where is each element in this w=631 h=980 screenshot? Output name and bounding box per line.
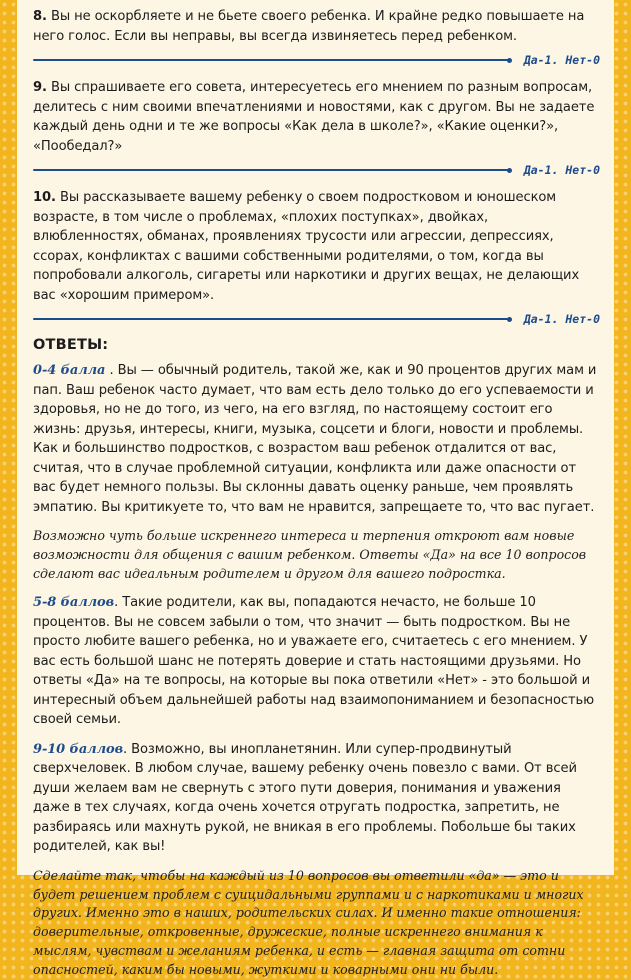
answer-rule bbox=[33, 169, 509, 171]
score-range: 5-8 баллов bbox=[33, 595, 115, 611]
rule-end-dot bbox=[507, 168, 512, 173]
answer-options: Да-1. Нет-0 bbox=[523, 163, 600, 177]
question-body: Вы рассказываете вашему ребенку о своем подростковом и юношеском возрасте, в том числе о проблемах, «плохих поступках», двойках, влюбленностях, обманах, проявлениях трусости или агрессии, депрессиях, ссорах, конфликтах с вашими собственными родителями, о том, когда вы попробовали алкоголь, сигареты или наркотики и других вещах, не делающих вас «хорошим примером». bbox=[33, 190, 580, 303]
question-number: 8. bbox=[33, 9, 47, 24]
advice-text: Сделайте так, чтобы на каждый из 10 вопросов вы ответили «да» — это и будет решением проблем с суицидальными группами и с наркотиками и многих других. Именно это в наших, родительских силах. И именно такие отношения: доверительные, откровенные, дружеские, полные искреннего внимания к мыслям, чувствам и желаниям ребенка, и есть — главная защита от сотни опасностей, каким бы новыми, жуткими и коварными они ни были. bbox=[33, 867, 584, 977]
result-9-10 bbox=[33, 740, 600, 857]
answer-rule bbox=[33, 59, 509, 61]
result-text bbox=[33, 361, 600, 517]
result-text bbox=[33, 593, 600, 730]
result-body: . Такие родители, как вы, попадаются нечасто, не больше 10 процентов. Вы не совсем забыли о том, что значит — быть подростком. Вы не просто любите вашего ребенка, но и уважаете его, считаетесь с его мнением. У вас есть большой шанс не потерять доверие и стать настоящими друзьями. Но ответы «Да» на те вопросы, на которые вы пока ответили «Нет» - это большой и интересный объем дальнейшей работы над взаимопониманием и безопасностью своей семьи. bbox=[33, 595, 595, 728]
result-body: . Возможно, вы инопланетянин. Или супер-продвинутый сверхчеловек. В любом случае, вашему ребенку очень повезло с вами. От всей души желаем вам не свернуть с этого пути доверия, понимания и уважения даже в тех случаях, когда очень хочется отругать подростка, запретить, не разбираясь или махнуть рукой, не вникая в его проблемы. Побольше бы таких родителей, как вы! bbox=[33, 741, 577, 855]
answer-line bbox=[33, 307, 600, 331]
question-number: 9. bbox=[33, 80, 47, 95]
rule-end-dot bbox=[507, 58, 512, 63]
result-5-8 bbox=[33, 593, 600, 730]
question-9 bbox=[33, 78, 600, 182]
question-text bbox=[33, 188, 600, 305]
question-text bbox=[33, 78, 600, 156]
score-range: 9-10 баллов bbox=[33, 741, 124, 757]
answers-heading: ОТВЕТЫ: bbox=[33, 337, 109, 353]
answer-options: Да-1. Нет-0 bbox=[523, 312, 600, 326]
answer-line bbox=[33, 48, 600, 72]
question-text bbox=[33, 7, 600, 46]
answer-line bbox=[33, 158, 600, 182]
result-note: Возможно чуть больше искреннего интереса и терпения откроют вам новые возможности для общения с вашим ребенком. Ответы «Да» на все 10 вопросов сделают вас идеальным родителем и другом для вашего подростка. bbox=[33, 528, 587, 581]
rule-end-dot bbox=[507, 317, 512, 322]
question-number: 10. bbox=[33, 190, 56, 205]
answer-rule bbox=[33, 318, 509, 320]
score-range: 0-4 балла bbox=[33, 363, 106, 378]
question-body: Вы спрашиваете его совета, интересуетесь его мнением по разным вопросам, делитесь с ним своими впечатлениями и новостями, как с другом. Вы не задаете каждый день одни и те же вопросы «Как дела в школе?», «Какие оценки?», «Пообедал?» bbox=[33, 80, 595, 154]
result-0-4 bbox=[33, 361, 600, 583]
result-body: . Вы — обычный родитель, такой же, как и 90 процентов других мам и пап. Ваш ребенок часто думает, что вам есть дело только до его успеваемости и здоровья, но не до того, из чего, на его взгляд, по настоящему состоит его жизнь: друзья, интересы, книги, музыка, соцсети и блоги, новости и проблемы. Как и большинство подростков, с возрастом ваш ребенок отдалится от вас, считая, что в случае проблемной ситуации, конфликта или даже опасности от вас будет немного пользы. Вы склонны давать оценку раньше, чем проявлять эмпатию. Вы критикуете то, что вам не нравится, запрещаете то, что вас пугает. bbox=[33, 363, 597, 515]
question-10 bbox=[33, 188, 600, 331]
questionnaire-page bbox=[17, 0, 614, 977]
question-body: Вы не оскорбляете и не бьете своего ребенка. И крайне редко повышаете на него голос. Если вы неправы, вы всегда извиняетесь перед ребенком. bbox=[33, 9, 585, 44]
result-text bbox=[33, 740, 600, 857]
final-advice bbox=[33, 867, 600, 980]
answer-options: Да-1. Нет-0 bbox=[523, 53, 600, 67]
question-8 bbox=[33, 7, 600, 72]
